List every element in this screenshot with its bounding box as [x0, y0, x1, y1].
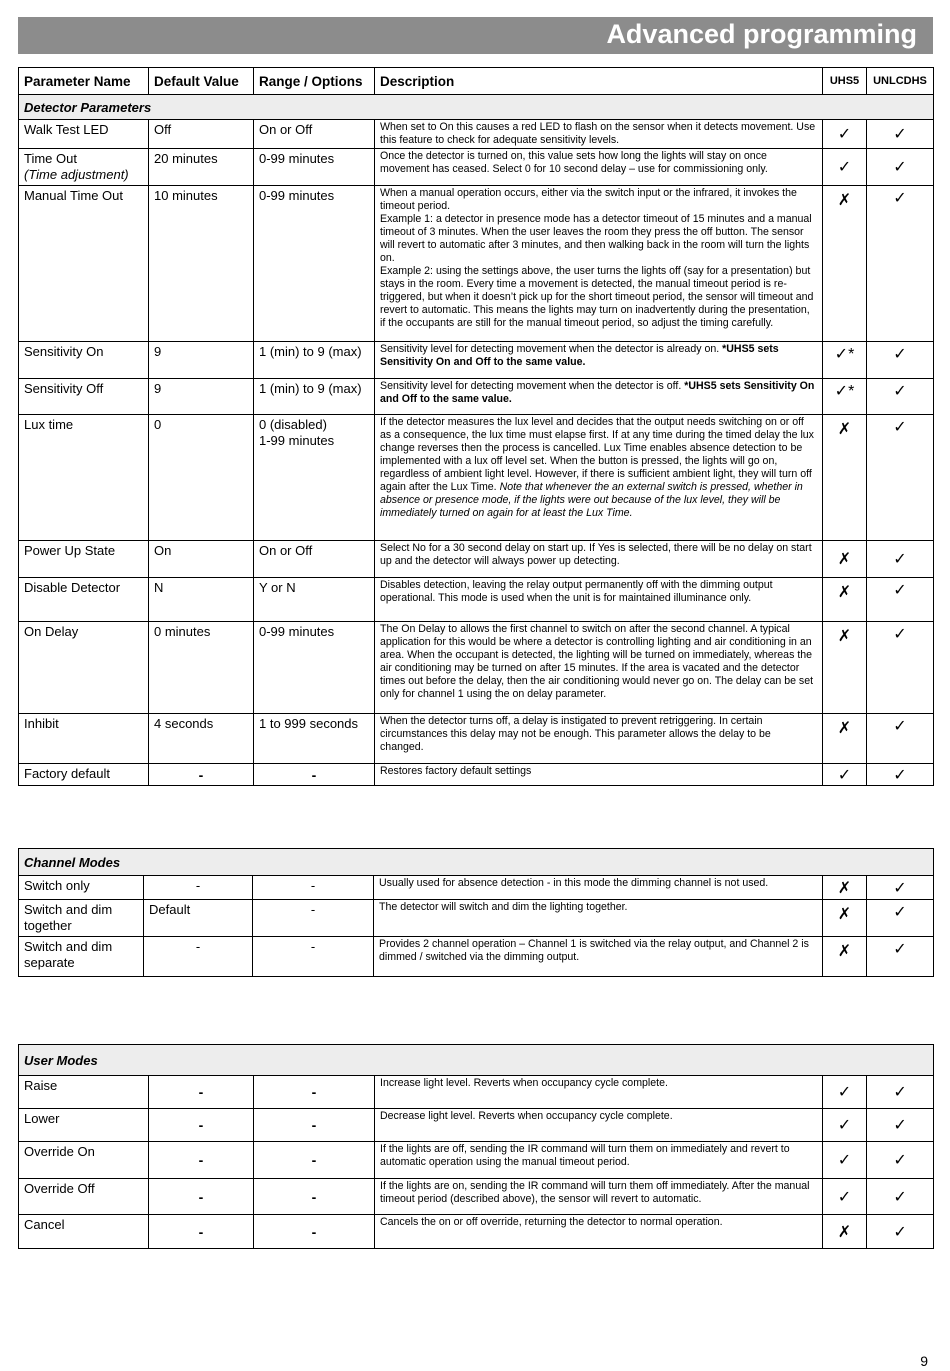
range-options: 0-99 minutes [254, 622, 375, 714]
section-row [19, 1045, 934, 1076]
unlcdhs-check-icon: ✓ [867, 415, 934, 541]
uhs5-cross-icon: ✗ [823, 186, 867, 342]
default-value: 4 seconds [149, 714, 254, 764]
description-example-1: Example 1: a detector in presence mode has a detector timeout of 15 minutes and a manual timeout of 3 minutes. When the user leaves the room they press the off button. The sensor will revert to automatic after 3 minutes, and then walking back in the room will turn the lights on. [380, 213, 812, 264]
table-row [19, 622, 934, 714]
unlcdhs-check-icon: ✓ [867, 622, 934, 714]
default-value: Off [149, 120, 254, 149]
range-options: - [254, 764, 375, 786]
description-para: When a manual operation occurs, either via the switch input or the infrared, it invokes the timeout period. [380, 187, 797, 212]
description: If the lights are off, sending the IR command will turn them on immediately and revert to automatic operation using the manual timeout period. [375, 1142, 823, 1179]
uhs5-check-icon: ✓ [823, 120, 867, 149]
uhs5-check-icon: ✓ [823, 149, 867, 186]
range-options: - [254, 1215, 375, 1249]
section-title-detector: Detector Parameters [19, 95, 934, 120]
param-name: Inhibit [19, 714, 149, 764]
description [375, 415, 823, 541]
table-row [19, 578, 934, 622]
description-example-2: Example 2: using the settings above, the user turns the lights off (say for a presentation) but stays in the room. Every time a movement is detected, the manual timeout period is re-triggered, but when it doesn’t pick up for the short timeout period, the sensor will timeout and revert to automatic. This means the lights may turn on inadvertently during the presentation, if the occupants are still for the manual timeout period, so adjust the timing carefully. [380, 265, 814, 329]
default-value: 9 [149, 379, 254, 415]
param-name: Sensitivity On [19, 342, 149, 379]
default-value: Default [144, 900, 253, 937]
description [375, 379, 823, 415]
default-value: - [149, 1179, 254, 1215]
page-title: Advanced programming [606, 19, 917, 49]
description: Cancels the on or off override, returning the detector to normal operation. [375, 1215, 823, 1249]
description: Restores factory default settings [375, 764, 823, 786]
param-name: Disable Detector [19, 578, 149, 622]
table-row [19, 415, 934, 541]
uhs5-cross-icon: ✗ [823, 622, 867, 714]
description: Select No for a 30 second delay on start up. If Yes is selected, there will be no delay on start up and the detector will always power up detecting. [375, 541, 823, 578]
description: When the detector turns off, a delay is instigated to prevent retriggering. In certain circumstances this delay may not be enough. This parameter allows the delay to be changed. [375, 714, 823, 764]
uhs5-check-star-icon: ✓* [823, 342, 867, 379]
param-name: On Delay [19, 622, 149, 714]
table-row [19, 342, 934, 379]
description-text: Sensitivity level for detecting movement when the detector is already on. [380, 343, 720, 355]
unlcdhs-check-icon: ✓ [867, 1109, 934, 1142]
param-subtitle: (Time adjustment) [24, 167, 129, 182]
description: Provides 2 channel operation – Channel 1 is switched via the relay output, and Channel 2 is dimmed / switched via the dimming output. [374, 937, 823, 977]
header-banner [18, 17, 933, 54]
uhs5-check-icon: ✓ [823, 1109, 867, 1142]
param-name [19, 149, 149, 186]
range-options: 0-99 minutes [254, 186, 375, 342]
range-option: 0 (disabled) [259, 417, 327, 432]
uhs5-cross-icon: ✗ [823, 415, 867, 541]
description: When set to On this causes a red LED to flash on the sensor when it detects movement. Use this feature to check for adequate sensitivity levels. [375, 120, 823, 149]
param-name: Override Off [19, 1179, 149, 1215]
default-value: - [149, 1076, 254, 1109]
default-value: 0 [149, 415, 254, 541]
param-name: Power Up State [19, 541, 149, 578]
table-row [19, 764, 934, 786]
range-options: - [254, 1142, 375, 1179]
table-row [19, 1142, 934, 1179]
description-text: If the detector measures the lux level and decides that the output needs switching on or off as a consequence, the lux time must elapse first. If at any time during the timed delay the lux change reverses then the process is cancelled. Lux Time enables absence detection to be implemented with a lux off level set. When the button is pressed, the lights will go on, regardless of ambient light level. However, if there is sufficient ambient light, they will turn off again after the Lux Time. [380, 416, 814, 493]
unlcdhs-check-icon: ✓ [867, 1076, 934, 1109]
description [375, 342, 823, 379]
unlcdhs-check-icon: ✓ [867, 1179, 934, 1215]
uhs5-check-icon: ✓ [823, 1179, 867, 1215]
range-options: - [254, 1076, 375, 1109]
description: If the lights are on, sending the IR command will turn them off immediately. After the manual timeout period (described above), the sensor will revert to automatic. [375, 1179, 823, 1215]
unlcdhs-check-icon: ✓ [867, 342, 934, 379]
unlcdhs-check-icon: ✓ [867, 937, 934, 977]
section-title-channel: Channel Modes [19, 849, 934, 876]
uhs5-cross-icon: ✗ [823, 1215, 867, 1249]
uhs5-check-icon: ✓ [823, 1076, 867, 1109]
unlcdhs-check-icon: ✓ [867, 186, 934, 342]
uhs5-cross-icon: ✗ [823, 900, 867, 937]
default-value: 20 minutes [149, 149, 254, 186]
default-value: 10 minutes [149, 186, 254, 342]
default-value: - [149, 1142, 254, 1179]
param-name: Sensitivity Off [19, 379, 149, 415]
uhs5-check-icon: ✓ [823, 764, 867, 786]
param-name: Factory default [19, 764, 149, 786]
description: Decrease light level. Reverts when occupancy cycle complete. [375, 1109, 823, 1142]
default-value: - [149, 1109, 254, 1142]
table-header-row [19, 68, 934, 95]
table-row [19, 900, 934, 937]
param-name: Walk Test LED [19, 120, 149, 149]
description: Disables detection, leaving the relay output permanently off with the dimming output operational. This mode is used when the unit is for maintained illuminance only. [375, 578, 823, 622]
col-header-uhs5: UHS5 [823, 68, 867, 95]
table-row [19, 1215, 934, 1249]
channel-modes-table [18, 848, 934, 977]
unlcdhs-check-icon: ✓ [867, 876, 934, 900]
param-name: Override On [19, 1142, 149, 1179]
description: Once the detector is turned on, this value sets how long the lights will stay on once movement has ceased. Select 0 for 10 second delay – use for commissioning only. [375, 149, 823, 186]
default-value: 9 [149, 342, 254, 379]
table-row [19, 1076, 934, 1109]
range-options: On or Off [254, 120, 375, 149]
range-options [254, 415, 375, 541]
default-value: On [149, 541, 254, 578]
table-row [19, 186, 934, 342]
unlcdhs-check-icon: ✓ [867, 120, 934, 149]
uhs5-cross-icon: ✗ [823, 937, 867, 977]
range-option: 1-99 minutes [259, 433, 335, 448]
unlcdhs-check-icon: ✓ [867, 379, 934, 415]
range-options: - [253, 937, 374, 977]
description: The detector will switch and dim the lighting together. [374, 900, 823, 937]
description: Usually used for absence detection - in this mode the dimming channel is not used. [374, 876, 823, 900]
table-row [19, 714, 934, 764]
table-row [19, 1179, 934, 1215]
unlcdhs-check-icon: ✓ [867, 149, 934, 186]
col-header-description: Description [375, 68, 823, 95]
unlcdhs-check-icon: ✓ [867, 764, 934, 786]
table-row [19, 1109, 934, 1142]
uhs5-cross-icon: ✗ [823, 876, 867, 900]
uhs5-cross-icon: ✗ [823, 714, 867, 764]
param-name: Lux time [19, 415, 149, 541]
unlcdhs-check-icon: ✓ [867, 1215, 934, 1249]
default-value: - [144, 876, 253, 900]
uhs5-check-icon: ✓ [823, 1142, 867, 1179]
page-number: 9 [920, 1353, 928, 1369]
param-name: Switch and dim separate [19, 937, 144, 977]
section-row [19, 95, 934, 120]
table-row [19, 149, 934, 186]
param-name: Switch only [19, 876, 144, 900]
table-row [19, 379, 934, 415]
table-row [19, 541, 934, 578]
param-name-text: Time Out [24, 151, 77, 166]
default-value: N [149, 578, 254, 622]
range-options: 0-99 minutes [254, 149, 375, 186]
col-header-default-value: Default Value [149, 68, 254, 95]
description-note: *UHS5 sets Sensitivity On and Off to the same value. [380, 343, 779, 368]
table-row [19, 876, 934, 900]
description-text: Sensitivity level for detecting movement when the detector is off. [380, 380, 682, 392]
detector-parameters-table [18, 67, 934, 786]
param-name: Lower [19, 1109, 149, 1142]
col-header-unlcdhs: UNLCDHS [867, 68, 934, 95]
section-title-user: User Modes [19, 1045, 934, 1076]
unlcdhs-check-icon: ✓ [867, 714, 934, 764]
description: Increase light level. Reverts when occupancy cycle complete. [375, 1076, 823, 1109]
col-header-range-options: Range / Options [254, 68, 375, 95]
range-options: On or Off [254, 541, 375, 578]
param-name: Cancel [19, 1215, 149, 1249]
description: The On Delay to allows the first channel to switch on after the second channel. A typical application for this would be where a detector is controlling lighting and air conditioning in an area. When the occupant is detected, the lighting will be turned on immediately, whereas the air conditioning may be turned on after 15 minutes. If the area is vacated and the detector times out before the delay, then the air conditioning would never go on. The delay can be set only for channel 1 using the on delay parameter. [375, 622, 823, 714]
unlcdhs-check-icon: ✓ [867, 578, 934, 622]
default-value: - [144, 937, 253, 977]
uhs5-cross-icon: ✗ [823, 541, 867, 578]
unlcdhs-check-icon: ✓ [867, 1142, 934, 1179]
range-options: - [254, 1109, 375, 1142]
param-name: Switch and dim together [19, 900, 144, 937]
default-value: - [149, 1215, 254, 1249]
range-options: - [253, 900, 374, 937]
range-options: 1 (min) to 9 (max) [254, 342, 375, 379]
uhs5-cross-icon: ✗ [823, 578, 867, 622]
description-note: *UHS5 sets Sensitivity On and Off to the same value. [380, 380, 815, 405]
table-row [19, 937, 934, 977]
range-options: Y or N [254, 578, 375, 622]
unlcdhs-check-icon: ✓ [867, 900, 934, 937]
user-modes-table [18, 1044, 934, 1249]
description [375, 186, 823, 342]
default-value: 0 minutes [149, 622, 254, 714]
description-note: Note that whenever the an external switch is pressed, whether in absence or presence mode, if the lights were out because of the lux level, they will be immediately turned on again for at least the Lux Time. [380, 481, 803, 519]
param-name: Raise [19, 1076, 149, 1109]
range-options: 1 to 999 seconds [254, 714, 375, 764]
unlcdhs-check-icon: ✓ [867, 541, 934, 578]
default-value: - [149, 764, 254, 786]
section-row [19, 849, 934, 876]
range-options: 1 (min) to 9 (max) [254, 379, 375, 415]
param-name: Manual Time Out [19, 186, 149, 342]
range-options: - [254, 1179, 375, 1215]
range-options: - [253, 876, 374, 900]
col-header-parameter-name: Parameter Name [19, 68, 149, 95]
table-row [19, 120, 934, 149]
uhs5-check-star-icon: ✓* [823, 379, 867, 415]
